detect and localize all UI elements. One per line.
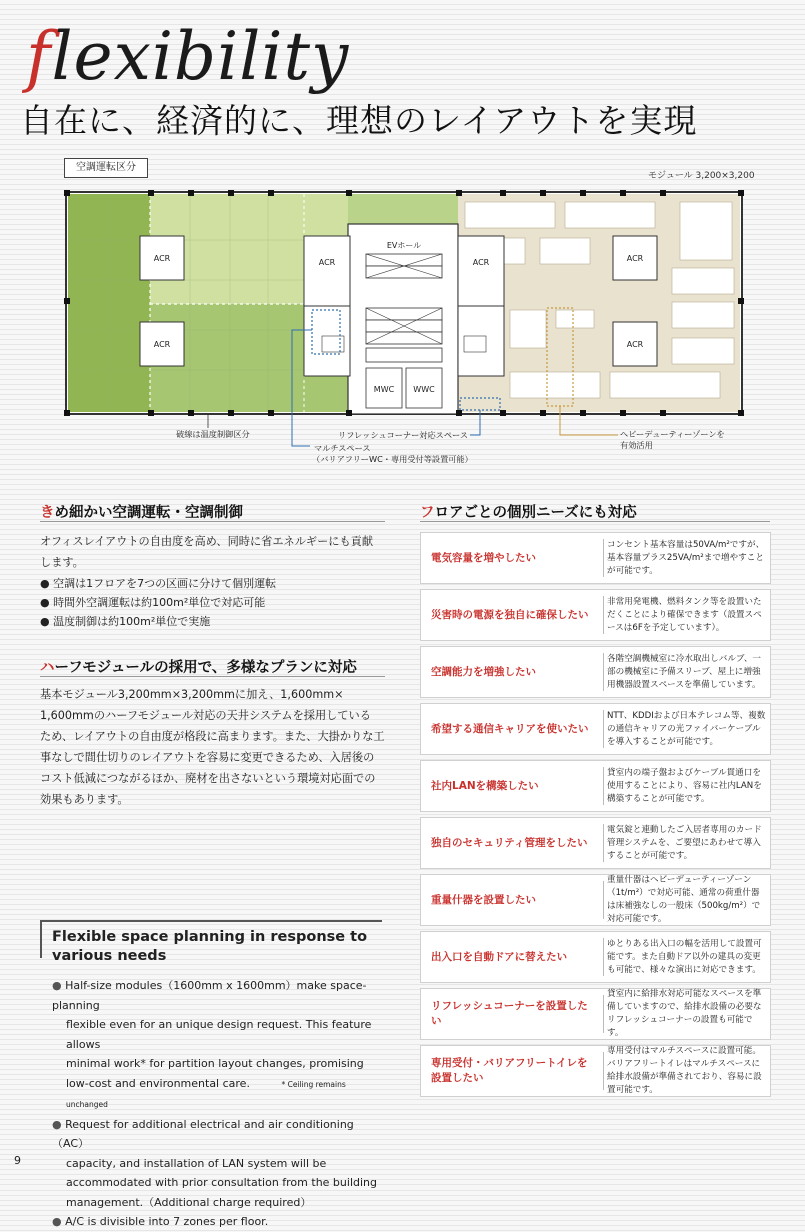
english-bullets: ● Half-size modules（1600mm x 1600mm）make space-planning flexible even for an unique design request. This feature allows minimal work* for partition layout changes, promising low-cost and environmental care. * Ceiling remains unchanged ● Request for additional electrical and air conditioning（AC） capacity, and installation of LAN system will be accommodated with prior consultation from the building management.（Additional charge required） ● A/C is divisible into 7 zones per floor. [52,979,377,1228]
temp-zone-callout: 破線は温度制御区分 [176,429,250,439]
acr-label: ACR [153,340,171,349]
acr-core-left [304,236,350,306]
need-card: 独自のセキュリティ管理をしたい 電気錠と連動したご入居者専用のカード管理システムを、ご要望にあわせて導入することが可能です。 [420,817,771,869]
heavy-duty-callout-2: 有効活用 [620,440,653,450]
need-card: 空調能力を増強したい 各階空調機械室に冷水取出しバルブ、一部の機械室に予備スリーブ、屋上に増強用機器設置スペースを準備しています。 [420,646,771,698]
need-card: 社内LANを構築したい 貸室内の端子盤およびケーブル貫通口を使用することにより、容易に社内LANを構築することが可能です。 [420,760,771,812]
acr-label: ACR [626,340,644,349]
aircon-text: オフィスレイアウトの自由度を高め、同時に省エネルギーにも貢献 します。 [40,535,374,569]
aircon-bullets: ● 空調は1フロアを7つの区画に分けて個別運転 ● 時間外空調運転は約100m²単位で対応可能 ● 温度制御は約100m²単位で実施 [40,577,277,628]
wwc-label: WWC [413,385,435,394]
need-card: 電気容量を増やしたい コンセント基本容量は50VA/m²ですが、基本容量プラス25VA/m²まで増やすことが可能です。 [420,532,771,584]
section-heading-aircon: きめ細かい空調運転・空調制御 [40,505,243,521]
page-subtitle: 自在に、経済的に、理想のレイアウトを実現 [20,101,698,140]
module-size: モジュール 3,200×3,200 [648,171,755,181]
zone-dark-green [68,194,150,412]
mwc-label: MWC [373,385,395,394]
need-card: 災害時の電源を独自に確保したい 非常用発電機、燃料タンク等を設置いただくことにより確保できます（設置スペースは6Fを予定しています）。 [420,589,771,641]
section-heading-half-module: ハーフモジュールの採用で、多様なプランに対応 [40,660,357,676]
floor-plan [40,180,770,472]
need-card: 出入口を自動ドアに替えたい ゆとりある出入口の幅を活用して設置可能です。また自動ドア以外の建具の変更も可能で、様々な演出に対応できます。 [420,931,771,983]
half-module-text: 基本モジュール3,200mm×3,200mmに加え、1,600mm× 1,600mmのハーフモジュール対応の天井システムを採用している ため、レイアウトの自由度が格段に高まります。また、大掛かりな工 事なしで間仕切りのレイアウトを容易に変更できるため、入居後の コスト低減につながるほか、廃材を出さないという環境対応面での 効果もあります。 [40,688,385,806]
acr-label: ACR [472,258,490,267]
english-title: Flexible space planning in response to various needs [52,929,368,964]
multi-space-callout: マルチスペース [314,443,371,453]
need-card: 希望する通信キャリアを使いたい NTT、KDDIおよび日本テレコム等、複数の通信キャリアの光ファイバーケーブルを導入することが可能です。 [420,703,771,755]
multi-space-callout-note: （バリアフリーWC・専用受付等設置可能） [312,454,473,464]
refresh-callout: リフレッシュコーナー対応スペース [338,430,469,440]
page-number: 9 [14,1154,21,1167]
acr-label: ACR [318,258,336,267]
zone-label: 空調運転区分 [64,158,148,178]
ev-hall-label: EVホール [386,241,422,250]
ceiling-note: * Ceiling remains unchanged [66,1079,346,1109]
acr-label: ACR [626,254,644,263]
hero-title: flexibility [26,18,350,95]
need-card: 重量什器を設置したい 重量什器はヘビーデューティーゾーン（1t/m²）で対応可能、通常の荷重什器は床補強なしの一般床（500kg/m²）で対応可能です。 [420,874,771,926]
need-card: リフレッシュコーナーを設置したい 貸室内に給排水対応可能なスペースを準備していますので、給排水設備の必要なリフレッシュコーナーの設置も可能です。 [420,988,771,1040]
need-card: 専用受付・バリアフリートイレを設置したい 専用受付はマルチスペースに設置可能。バリアフリートイレはマルチスペースに給排水設備が準備されており、容易に設置可能です。 [420,1045,771,1097]
acr-label: ACR [153,254,171,263]
section-heading-needs: フロアごとの個別ニーズにも対応 [420,505,637,521]
acr-core-right [458,236,504,306]
heavy-duty-callout: ヘビーデューティーゾーンを [620,429,725,439]
